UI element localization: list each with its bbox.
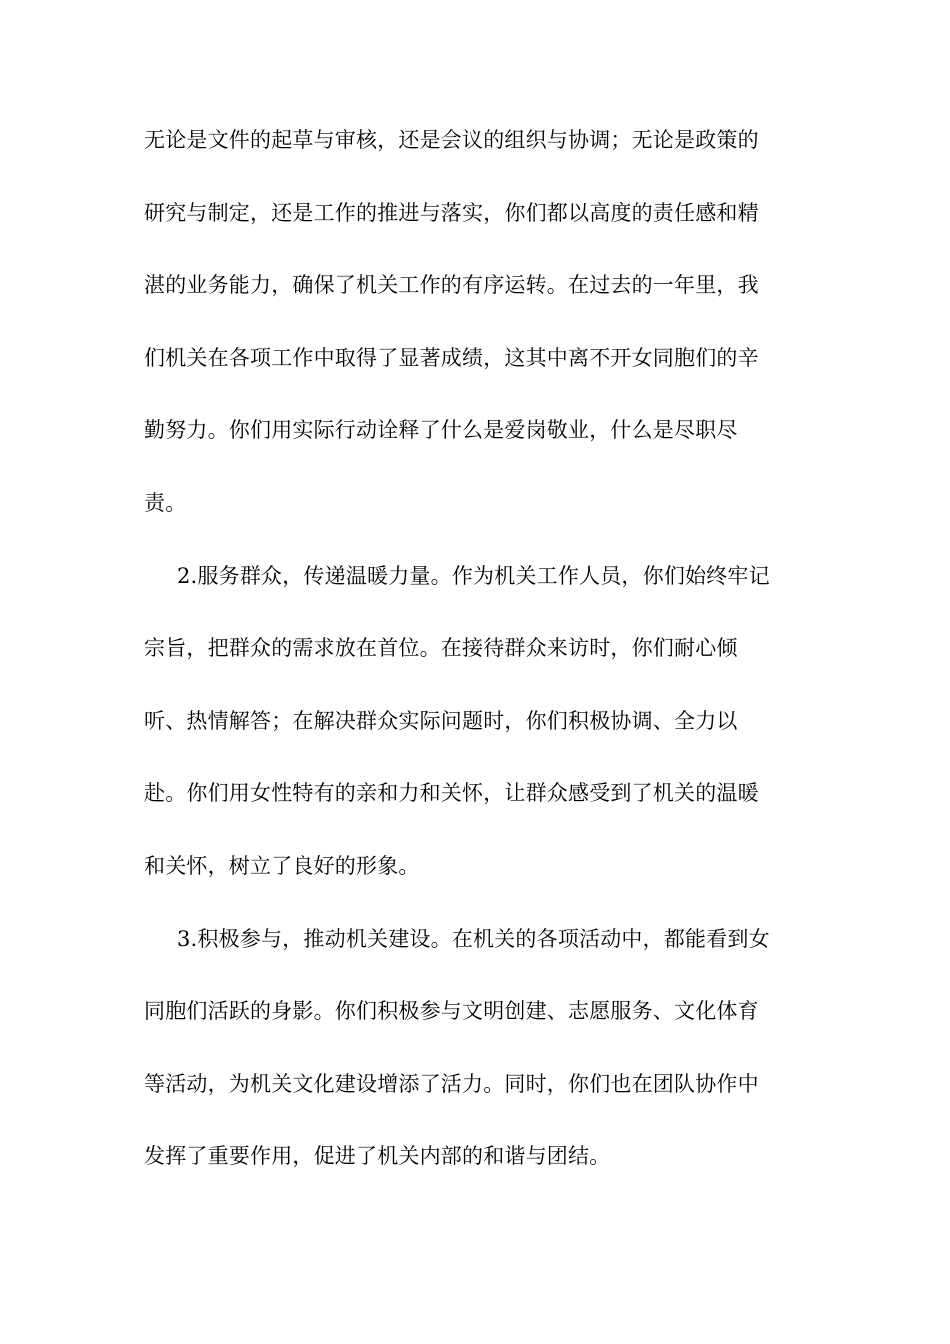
text-line: 2.服务群众，传递温暖力量。作为机关工作人员，你们始终牢记 [177,563,770,588]
text-line: 赴。你们用女性特有的亲和力和关怀，让群众感受到了机关的温暖 [144,781,759,806]
document-body [144,118,810,1207]
text-line: 研究与制定，还是工作的推进与落实，你们都以高度的责任感和精 [144,200,759,225]
text-line: 听、热情解答；在解决群众实际问题时，你们积极协调、全力以 [144,708,738,733]
text-line: 无论是文件的起草与审核，还是会议的组织与协调；无论是政策的 [144,128,759,152]
text-line: 责。 [144,490,187,515]
text-line: 等活动，为机关文化建设增添了活力。同时，你们也在团队协作中 [144,1071,759,1096]
text-line: 和关怀，树立了良好的形象。 [144,853,420,878]
text-line: 宗旨，把群众的需求放在首位。在接待群众来访时，你们耐心倾 [144,636,738,661]
text-line: 勤努力。你们用实际行动诠释了什么是爱岗敬业，什么是尽职尽 [144,418,738,443]
text-line: 3.积极参与，推动机关建设。在机关的各项活动中，都能看到女 [177,926,770,951]
text-line: 湛的业务能力，确保了机关工作的有序运转。在过去的一年里，我 [144,273,759,298]
text-line: 同胞们活跃的身影。你们积极参与文明创建、志愿服务、文化体育 [144,999,759,1024]
paragraph-work-support [144,118,810,554]
paragraph-serve-public [144,554,810,917]
paragraph-active-participation [144,917,810,1207]
text-line: 们机关在各项工作中取得了显著成绩，这其中离不开女同胞们的辛 [144,345,759,370]
text-line: 发挥了重要作用，促进了机关内部的和谐与团结。 [144,1144,611,1169]
